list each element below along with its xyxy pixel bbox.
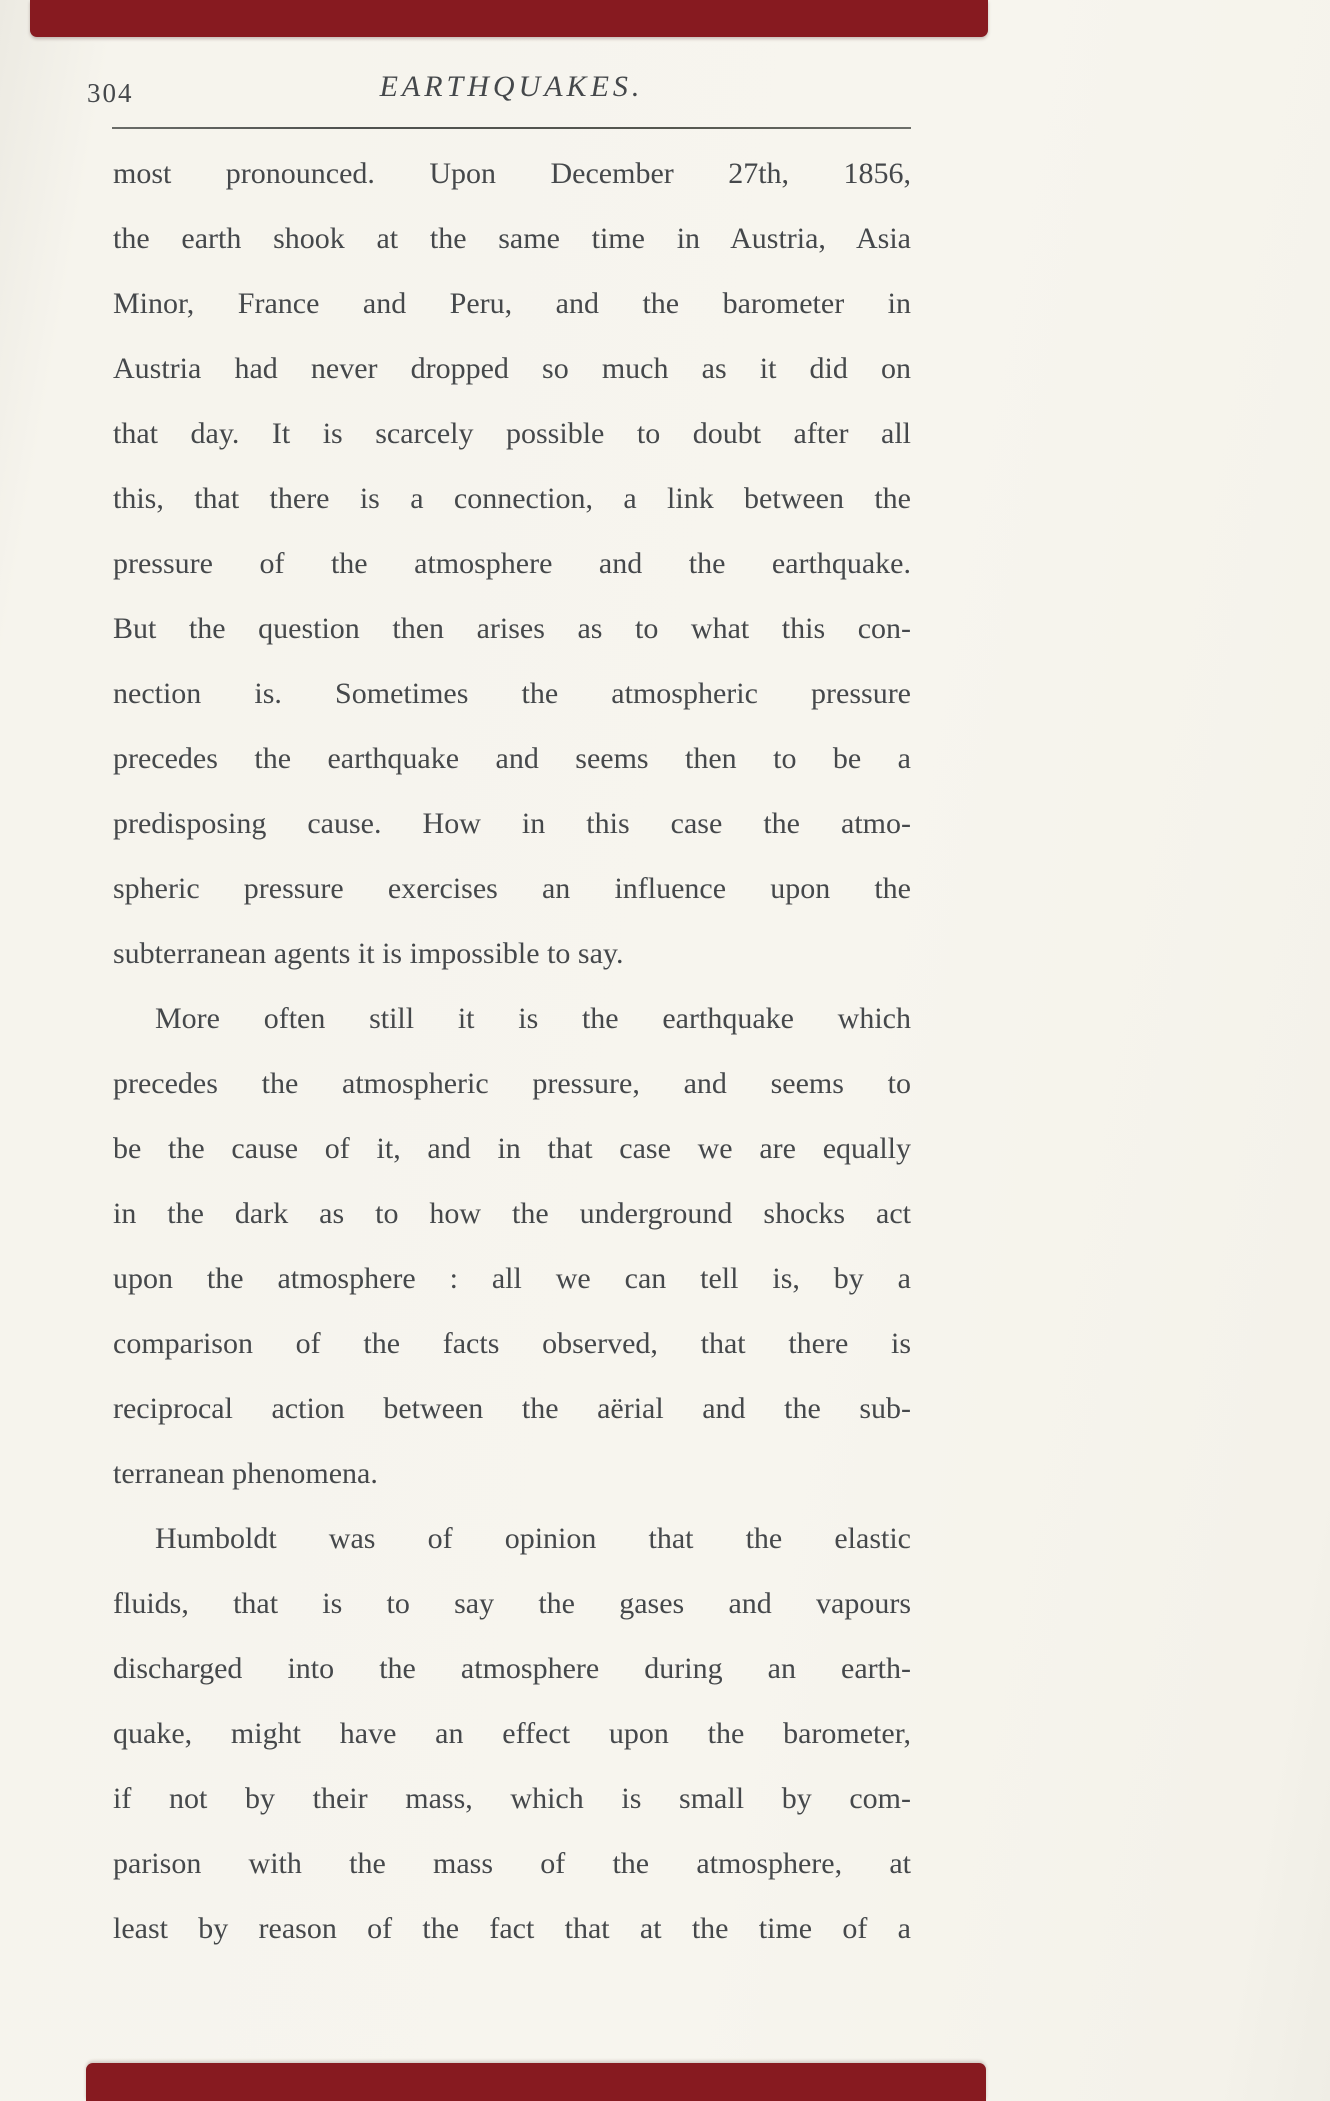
text-line: predisposing cause. How in this case the atmo- [113,807,911,840]
text-line: parison with the mass of the atmosphere, at [113,1847,911,1880]
text-line: precedes the atmospheric pressure, and seems to [113,1067,911,1100]
text-line: most pronounced. Upon December 27th, 1856, [113,157,911,190]
text-line: More often still it is the earthquake which [155,1002,911,1035]
page-body [113,141,911,1961]
text-line: the earth shook at the same time in Austria, Asia [113,222,911,255]
text-line: this, that there is a connection, a link between the [113,482,911,515]
text-line: comparison of the facts observed, that there is [113,1327,911,1360]
text-line: Minor, France and Peru, and the barometer in [113,287,911,320]
text-line: in the dark as to how the underground shocks act [113,1197,911,1230]
text-line: be the cause of it, and in that case we are equally [113,1132,911,1165]
text-line: Humboldt was of opinion that the elastic [155,1522,911,1555]
text-line: pressure of the atmosphere and the earthquake. [113,547,911,580]
text-line: least by reason of the fact that at the time of a [113,1912,911,1945]
text-line: that day. It is scarcely possible to doubt after all [113,417,911,450]
text-line: terranean phenomena. [113,1457,378,1490]
page-number: 304 [87,78,134,108]
text-line: fluids, that is to say the gases and vapours [113,1587,911,1620]
scan-edge-top [30,0,988,37]
scan-edge-bottom [86,2063,986,2101]
text-line: reciprocal action between the aërial and the sub- [113,1392,911,1425]
paragraph [113,986,911,1506]
text-line: Austria had never dropped so much as it did on [113,352,911,385]
header-rule [112,127,911,129]
paragraph [113,1506,911,1961]
text-line: quake, might have an effect upon the barometer, [113,1717,911,1750]
text-line: precedes the earthquake and seems then to be a [113,742,911,775]
text-line: But the question then arises as to what this con- [113,612,911,645]
text-line: spheric pressure exercises an influence upon the [113,872,911,905]
text-line: nection is. Sometimes the atmospheric pressure [113,677,911,710]
running-header: EARTHQUAKES. [379,70,644,103]
page-header [87,68,910,118]
paragraph [113,141,911,986]
text-line: if not by their mass, which is small by com- [113,1782,911,1815]
text-line: upon the atmosphere : all we can tell is, by a [113,1262,911,1295]
text-line: discharged into the atmosphere during an earth- [113,1652,911,1685]
text-line: subterranean agents it is impossible to say. [113,937,624,970]
